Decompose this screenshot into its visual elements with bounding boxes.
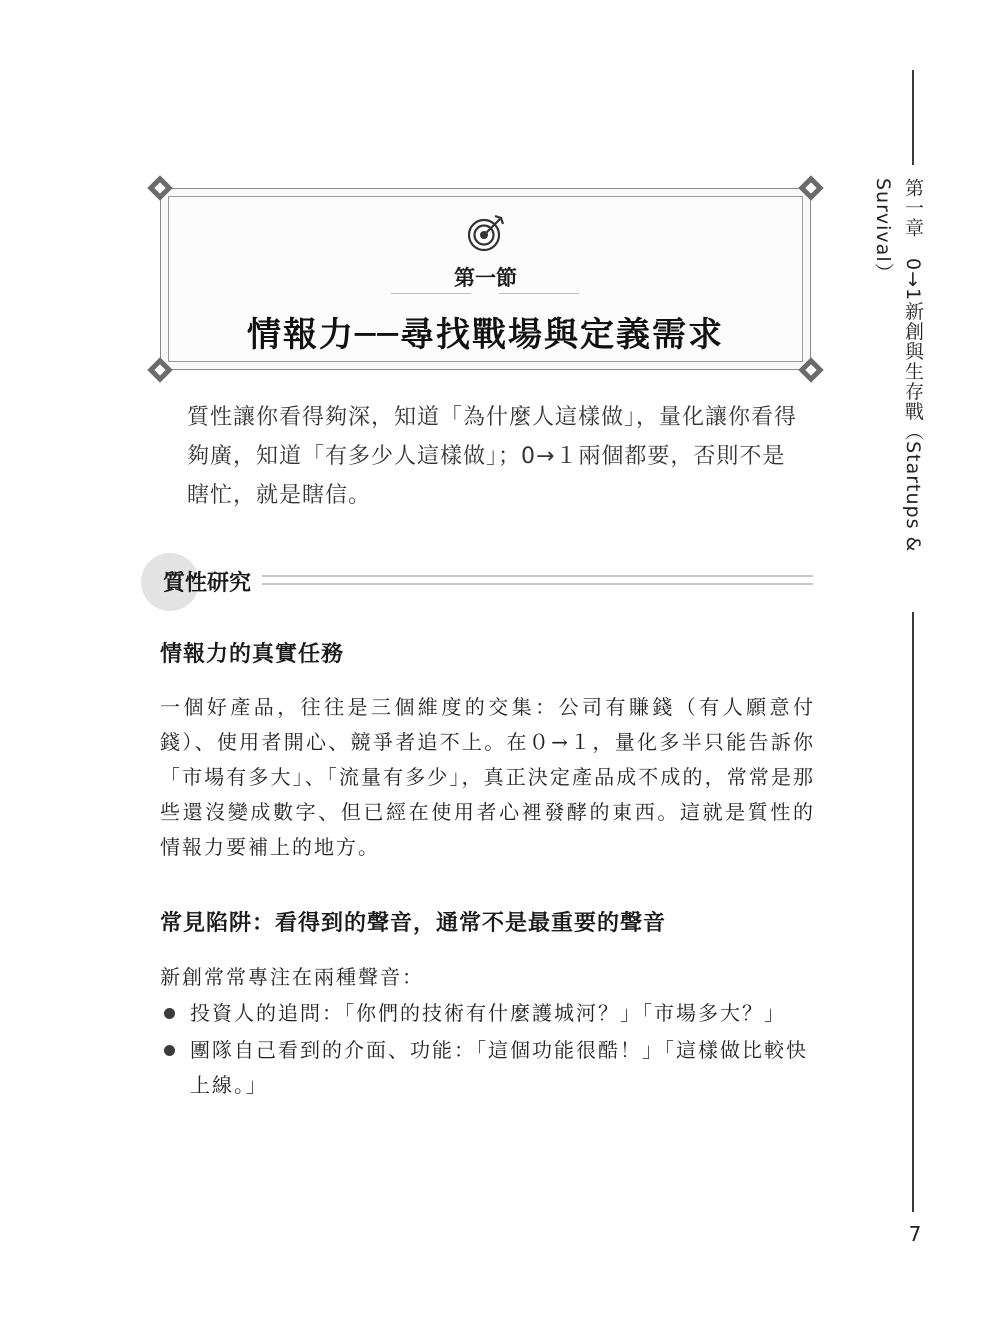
body-paragraph: 一個好產品，往往是三個維度的交集：公司有賺錢（有人願意付錢）、使用者開心、競爭者追不上。在０→１，量化多半只能告訴你「市場有多大」、「流量有多少」，真正決定產品成不成的，常常是那些還沒變成數字、但已經在使用者心裡發酵的東西。這就是質性的情報力要補上的地方。 bbox=[160, 695, 815, 859]
subheading-true-mission: 情報力的真實任務 bbox=[160, 642, 345, 667]
bullet-icon bbox=[164, 1008, 175, 1019]
bullet-icon bbox=[164, 1045, 175, 1056]
section-title: 情報力──尋找戰場與定義需求 bbox=[247, 315, 724, 355]
list-item bbox=[160, 1033, 815, 1103]
section-box bbox=[160, 188, 811, 370]
target-icon bbox=[464, 211, 508, 255]
running-header-chapter: 第一章 0→1新創與生存戰（Startups & Survival） bbox=[872, 178, 924, 553]
bullet-list bbox=[160, 996, 815, 1105]
page-number: 7 bbox=[908, 1222, 922, 1246]
list-item-text: 投資人的追問：「你們的技術有什麼護城河？」「市場多大？」 bbox=[190, 1001, 786, 1025]
list-item-text: 團隊自己看到的介面、功能：「這個功能很酷！」「這樣做比較快上線。」 bbox=[190, 1038, 808, 1097]
heading-qualitative-research: 質性研究 bbox=[163, 571, 252, 596]
divider bbox=[499, 293, 579, 294]
running-header-rule-bottom bbox=[912, 612, 914, 1212]
list-item bbox=[160, 996, 815, 1031]
section-label: 第一節 bbox=[454, 266, 517, 290]
body-paragraph: 新創常常專注在兩種聲音： bbox=[160, 965, 424, 989]
divider bbox=[391, 293, 471, 294]
running-header-rule-top bbox=[912, 70, 914, 165]
heading-rule bbox=[262, 575, 813, 577]
subheading-common-pitfall: 常見陷阱：看得到的聲音，通常不是最重要的聲音 bbox=[160, 911, 667, 936]
heading-rule bbox=[262, 583, 813, 585]
summary-paragraph: 質性讓你看得夠深，知道「為什麼人這樣做」，量化讓你看得夠廣，知道「有多少人這樣做」；0→１兩個都要，否則不是瞎忙，就是瞎信。 bbox=[187, 405, 798, 508]
